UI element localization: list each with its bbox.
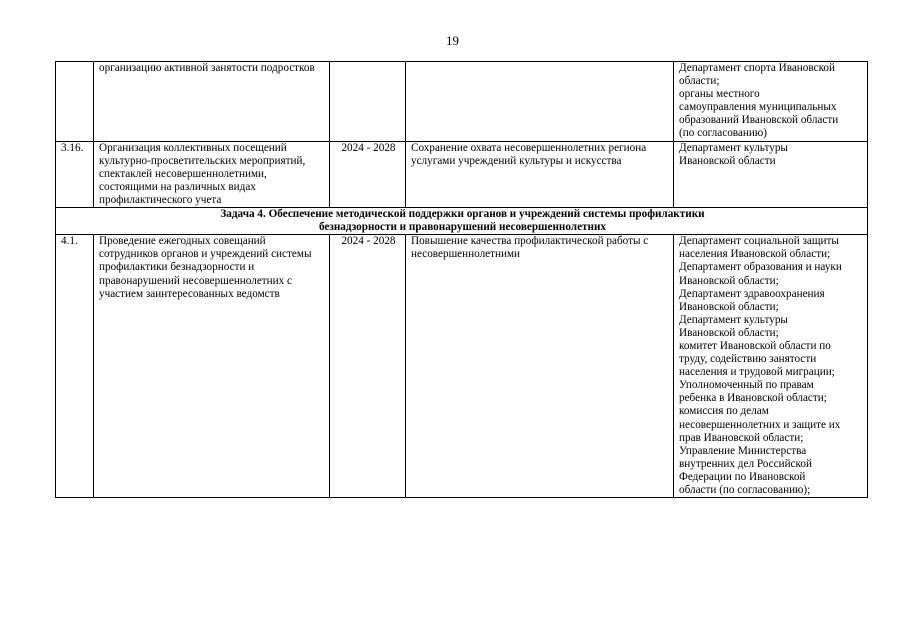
executor-line: труду, содействию занятости bbox=[679, 353, 817, 366]
item-name: Проведение ежегодных совещаний сотрудников органов и учреждений системы профилактики безнадзорности и правонарушений несовершеннолетних с участием заинтересованных ведомств bbox=[94, 235, 330, 498]
item-years: 2024 - 2028 bbox=[330, 235, 406, 498]
page-number: 19 bbox=[446, 33, 459, 48]
item-years: 2024 - 2028 bbox=[330, 141, 406, 207]
item-result bbox=[406, 62, 674, 142]
table-row bbox=[56, 141, 868, 207]
item-number bbox=[56, 62, 94, 142]
executor-line: образований Ивановской области bbox=[679, 114, 839, 127]
executor-line: Ивановской области bbox=[679, 154, 776, 167]
executor-line: области (по согласованию); bbox=[679, 484, 811, 496]
task-heading bbox=[56, 208, 868, 235]
item-name: Организация коллективных посещений культурно-просветительских мероприятий, спектаклей несовершеннолетними, состоящими на различных видах профилактического учета bbox=[94, 141, 330, 207]
task-heading-line: Задача 4. Обеспечение методической поддержки органов и учреждений системы профилактики bbox=[220, 208, 705, 221]
item-result: Сохранение охвата несовершеннолетних региона услугами учреждений культуры и искусства bbox=[406, 141, 674, 207]
item-result: Повышение качества профилактической работы с несовершеннолетними bbox=[406, 235, 674, 498]
table-row bbox=[56, 62, 868, 142]
task-heading-line: безнадзорности и правонарушений несовершеннолетних bbox=[318, 221, 607, 234]
item-executors bbox=[674, 235, 868, 498]
executor-line: Департамент культуры bbox=[679, 141, 788, 154]
item-name: организацию активной занятости подростков bbox=[94, 62, 330, 142]
executor-line: ребенка в Ивановской области; bbox=[679, 392, 827, 405]
executor-line: Федерации по Ивановской bbox=[679, 470, 806, 483]
executor-line: Департамент спорта Ивановской bbox=[679, 62, 836, 74]
measures-table bbox=[55, 61, 868, 498]
executor-line: Департамент социальной защиты bbox=[679, 235, 839, 248]
executor-line: Управление Министерства bbox=[679, 444, 807, 457]
item-years bbox=[330, 62, 406, 142]
executor-line: несовершеннолетних и защите их bbox=[679, 418, 841, 431]
item-executors bbox=[674, 141, 868, 207]
item-number: 3.16. bbox=[56, 141, 94, 207]
item-number: 4.1. bbox=[56, 235, 94, 498]
task-row bbox=[56, 208, 868, 235]
item-executors bbox=[674, 62, 868, 142]
executor-line: Ивановской области; bbox=[679, 274, 779, 287]
executor-line: комиссия по делам bbox=[679, 405, 769, 418]
executor-line: комитет Ивановской области по bbox=[679, 339, 831, 352]
executor-line: населения и трудовой миграции; bbox=[679, 366, 835, 379]
executor-line: Департамент образования и науки bbox=[679, 261, 842, 274]
executor-line: прав Ивановской области; bbox=[679, 431, 804, 444]
executor-line: населения Ивановской области; bbox=[679, 248, 831, 261]
executor-line: области; bbox=[679, 75, 720, 88]
executor-line: Ивановской области; bbox=[679, 300, 779, 313]
table-row bbox=[56, 235, 868, 498]
executor-line: Уполномоченный по правам bbox=[679, 379, 814, 392]
executor-line: Департамент здравоохранения bbox=[679, 287, 825, 300]
executor-line: внутренних дел Российской bbox=[679, 457, 812, 470]
executor-line: Департамент культуры bbox=[679, 313, 788, 326]
executor-line: (по согласованию) bbox=[679, 127, 767, 140]
executor-line: органы местного bbox=[679, 88, 760, 101]
executor-line: самоуправления муниципальных bbox=[679, 101, 837, 114]
executor-line: Ивановской области; bbox=[679, 326, 779, 339]
